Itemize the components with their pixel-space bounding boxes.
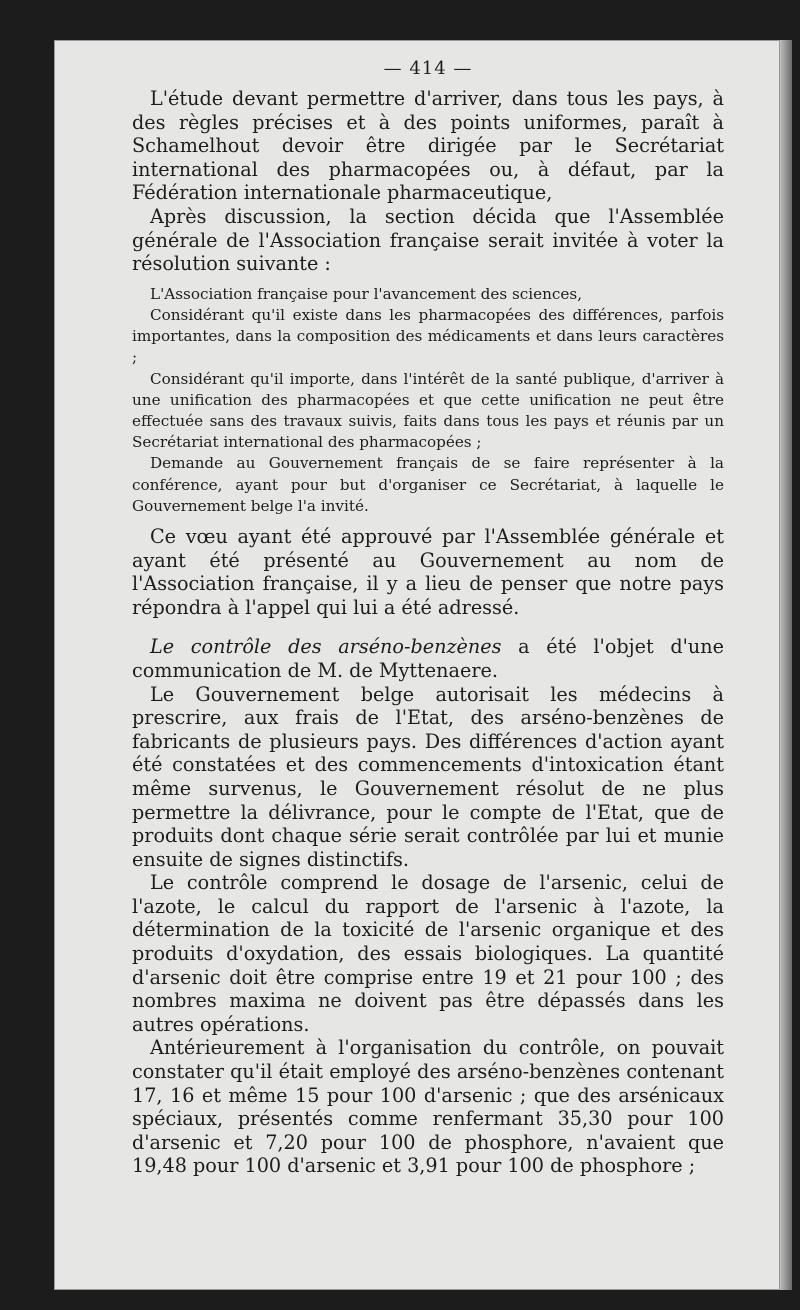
page-number: — 414 — xyxy=(383,58,473,79)
section-title-rest: a été l'objet d'une communication de M. de Myttenaere. xyxy=(132,635,724,682)
resolution-line: Demande au Gouvernement français de se faire représenter à la conférence, ayant pour but d'organiser ce Secrétariat, à laquelle le Gouvernement belge l'a invité. xyxy=(132,454,724,515)
section-title: Le contrôle des arséno-benzènes xyxy=(150,635,502,659)
paragraph: Ce vœu ayant été approuvé par l'Assemblée générale et ayant été présenté au Gouvernement au nom de l'Association française, il y a lieu de penser que notre pays répondra à l'appel qui lui a été adressé. xyxy=(132,524,724,619)
page-text xyxy=(132,58,724,1178)
resolution-line: Considérant qu'il existe dans les pharmacopées des différences, parfois importantes, dans la composition des médicaments et dans leurs caractères ; xyxy=(132,305,724,367)
page-edge xyxy=(780,40,792,1290)
paragraph: Le Gouvernement belge autorisait les médecins à prescrire, aux frais de l'Etat, des arséno-benzènes de fabricants de plusieurs pays. Des différences d'action ayant été constatées et des commencements d'intoxication étant même survenus, le Gouvernement résolut de ne plus permettre la délivrance, pour le compte de l'Etat, que de produits dont chaque série serait contrôlée par lui et munie ensuite de signes distinctifs. xyxy=(132,682,724,871)
section-heading-paragraph xyxy=(132,635,724,682)
paragraph: L'étude devant permettre d'arriver, dans tous les pays, à des règles précises et à des points uniformes, paraît à Schamelhout devoir être dirigée par le Secrétariat international des pharmacopées ou, à défaut, par la Fédération internationale pharmaceutique, xyxy=(132,87,724,205)
paragraph: Le contrôle comprend le dosage de l'arsenic, celui de l'azote, le calcul du rapport de l'arsenic à l'azote, la détermination de la toxicité de l'arsenic organique et des produits d'oxydation, des essais biologiques. La quantité d'arsenic doit être comprise entre 19 et 21 pour 100 ; des nombres maxima ne doivent pas être dépassés dans les autres opérations. xyxy=(132,871,724,1036)
resolution-line: L'Association française pour l'avancement des sciences, xyxy=(150,284,583,303)
paragraph: Après discussion, la section décida que l'Assemblée générale de l'Association française serait invitée à voter la résolution suivante : xyxy=(132,204,724,276)
resolution-line: Considérant qu'il importe, dans l'intérêt de la santé publique, d'arriver à une unification des pharmacopées et que cette unification ne peut être effectuée sans des travaux suivis, faits dans tous les pays et réunis par un Secrétariat international des pharmacopées ; xyxy=(132,369,724,452)
paragraph: Antérieurement à l'organisation du contrôle, on pouvait constater qu'il était employé des arséno-benzènes contenant 17, 16 et même 15 pour 100 d'arsenic ; que des arsénicaux spéciaux, présentés comme renfermant 35,30 pour 100 d'arsenic et 7,20 pour 100 de phosphore, n'avaient que 19,48 pour 100 d'arsenic et 3,91 pour 100 de phosphore ; xyxy=(132,1036,724,1178)
